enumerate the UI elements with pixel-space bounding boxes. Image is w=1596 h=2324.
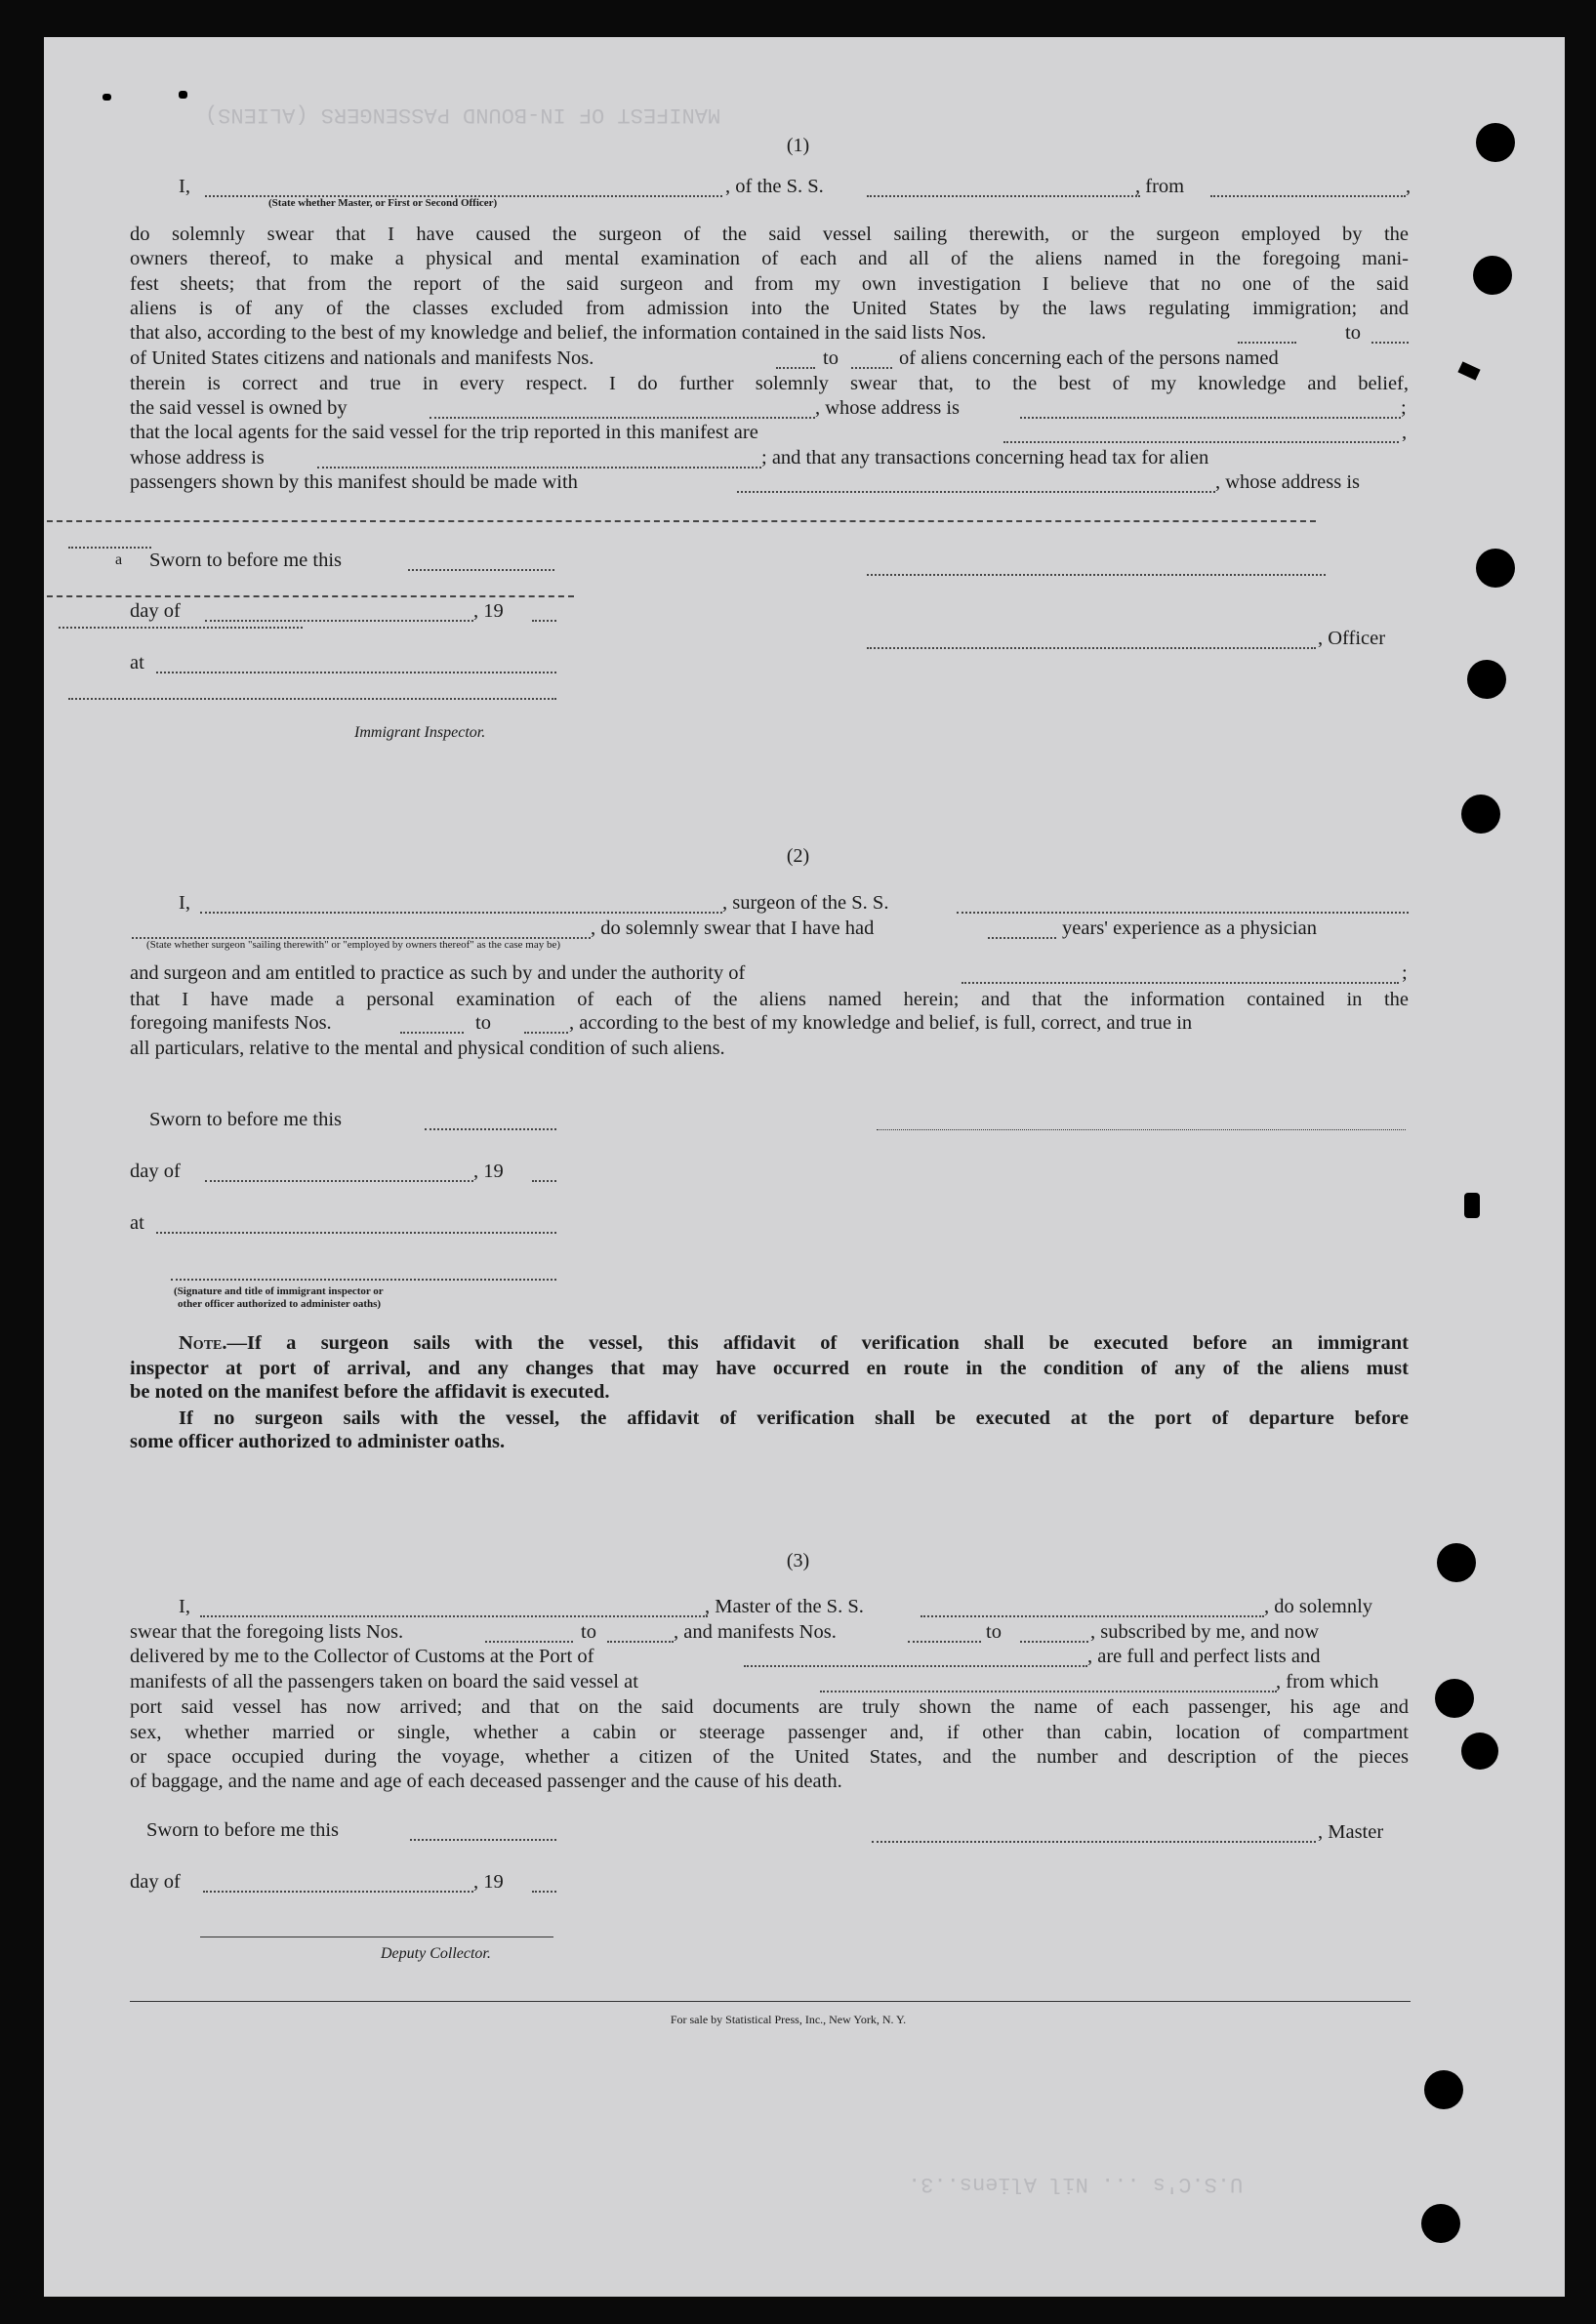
- s2-manifest-to-blank: [524, 1032, 568, 1034]
- s1-body-line: of United States citizens and nationals and manifests Nos.: [130, 347, 594, 369]
- s2-note-line: If no surgeon sails with the vessel, the affidavit of verification shall be executed at the port of departure before: [179, 1407, 1409, 1429]
- s1-owner-blank: [430, 417, 815, 419]
- s1-day-label: day of: [130, 600, 181, 622]
- s1-agents-blank: [1003, 441, 1399, 443]
- s2-body-line: and surgeon and am entitled to practice as such by and under the authority of: [130, 962, 746, 984]
- s1-inspector-blank: [68, 698, 556, 700]
- s1-ship-blank: [867, 195, 1140, 197]
- s3-body-line: of baggage, and the name and age of each deceased passenger and the cause of his death.: [130, 1771, 842, 1792]
- s1-officer-label: , Officer: [1318, 628, 1386, 649]
- s3-master-of-label: , Master of the S. S.: [705, 1596, 864, 1617]
- s3-sworn-blank: [410, 1839, 556, 1841]
- s3-port-blank: [744, 1665, 1087, 1667]
- s1-body-line: fest sheets; that from the report of the said surgeon and from my own investigation I believe that no one of the said: [130, 273, 1409, 295]
- s3-master-label: , Master: [1318, 1821, 1384, 1843]
- punch-hole: [1473, 256, 1512, 295]
- s2-note-line: inspector at port of arrival, and any changes that may have occurred en route in the condition of any of the aliens must: [130, 1358, 1409, 1379]
- punch-hole: [1424, 2070, 1463, 2109]
- s3-day-label: day of: [130, 1871, 181, 1893]
- s1-body-line: therein is correct and true in every respect. I do further solemnly swear that, to the best of my knowledge and belief,: [130, 373, 1409, 394]
- s3-ship-blank: [921, 1615, 1264, 1617]
- s1-body-line: passengers shown by this manifest should be made with: [130, 471, 578, 493]
- bleed-through-header: MANIFEST OF IN-BOUND PASSENGERS (ALIENS): [205, 102, 721, 127]
- s3-i-label: I,: [179, 1596, 190, 1617]
- s1-signature-blank: [867, 574, 1326, 576]
- s1-body-line: aliens is of any of the classes excluded from admission into the United States by the laws regulating immigration; and: [130, 298, 1409, 319]
- footer-rule: [130, 2001, 1411, 2002]
- s3-list-from-blank: [485, 1641, 573, 1643]
- s1-from-blank: [1210, 195, 1406, 197]
- s3-sworn-label: Sworn to before me this: [146, 1819, 339, 1841]
- s1-body-line: do solemnly swear that I have caused the surgeon of the said vessel sailing therewith, or the surgeon employed by the: [130, 224, 1409, 245]
- s3-master-blank: [200, 1615, 708, 1617]
- punch-hole: [1435, 1679, 1474, 1718]
- s1-divider: [47, 520, 1316, 522]
- ink-speck: [179, 91, 187, 99]
- s2-sworn-blank: [425, 1128, 556, 1130]
- s1-body-line: the said vessel is owned by: [130, 397, 348, 419]
- s2-day-label: day of: [130, 1161, 181, 1182]
- s2-body-line: foregoing manifests Nos.: [130, 1012, 332, 1034]
- s3-body-line: delivered by me to the Collector of Customs at the Port of: [130, 1646, 594, 1667]
- s3-deputy-label: Deputy Collector.: [381, 1945, 491, 1962]
- note-label: Note.: [179, 1332, 227, 1354]
- s3-body-line: sex, whether married or single, whether a cabin or steerage passenger and, if other than cabin, location of compartment: [130, 1722, 1409, 1743]
- s2-day-blank: [205, 1180, 473, 1182]
- s2-signature-title-blank: [171, 1279, 556, 1281]
- s2-signature-blank: [877, 1129, 1406, 1130]
- s2-years-blank: [988, 937, 1056, 939]
- section-1-number: (1): [786, 135, 810, 156]
- s1-at-label: at: [130, 652, 144, 673]
- s2-surgeon-blank: [200, 912, 722, 914]
- s2-sworn-label: Sworn to before me this: [149, 1109, 342, 1130]
- s2-body-line: that I have made a personal examination of each of the aliens named herein; and that the information contained in the: [130, 989, 1409, 1010]
- punch-hole: [1421, 2204, 1460, 2243]
- s2-i-label: I,: [179, 892, 190, 914]
- s2-body-line: all particulars, relative to the mental and physical condition of such aliens.: [130, 1038, 725, 1059]
- s2-note-line: Note.—If a surgeon sails with the vessel, this affidavit of verification shall be executed before an immigrant: [179, 1332, 1409, 1354]
- section-2-number: (2): [786, 845, 810, 867]
- s3-body-line: or space occupied during the voyage, whether a citizen of the United States, and the number and description of the pieces: [130, 1746, 1409, 1768]
- s1-manifest-from-blank: [776, 367, 815, 369]
- s1-officer-blank-2: [867, 647, 1316, 649]
- s1-sworn-blank: [408, 569, 554, 571]
- s2-status-hint: (State whether surgeon "sailing therewith" or "employed by owners thereof" as the case may be): [146, 939, 561, 951]
- s1-manifest-to-blank: [851, 367, 892, 369]
- s1-sworn-label: Sworn to before me this: [149, 550, 342, 571]
- s2-sig-hint: (Signature and title of immigrant inspector or: [174, 1285, 384, 1297]
- s1-list-to-blank: [1371, 342, 1409, 344]
- section-3-number: (3): [786, 1550, 810, 1571]
- s2-at-label: at: [130, 1212, 144, 1234]
- s1-owner-address-blank: [1020, 417, 1401, 419]
- s2-note-line: be noted on the manifest before the affidavit is executed.: [130, 1381, 610, 1403]
- punch-hole: [1461, 795, 1500, 834]
- s2-ship-blank: [957, 912, 1409, 914]
- s1-at-blank: [156, 672, 556, 673]
- s3-body-line: port said vessel has now arrived; and that on the said documents are truly shown the name of each passenger, his age and: [130, 1696, 1409, 1718]
- punch-hole: [1467, 660, 1506, 699]
- ink-speck: [102, 94, 111, 101]
- s3-master-signature-blank: [872, 1841, 1316, 1843]
- printer-footer: For sale by Statistical Press, Inc., New York, N. Y.: [670, 2013, 907, 2026]
- s3-embark-blank: [820, 1691, 1277, 1692]
- s1-agents-address-blank: [317, 467, 761, 469]
- s1-body-line: that the local agents for the said vessel for the trip reported in this manifest are: [130, 422, 758, 443]
- punch-hole: [1476, 549, 1515, 588]
- s3-body-line: swear that the foregoing lists Nos.: [130, 1621, 404, 1643]
- s1-day-blank: [205, 620, 473, 622]
- s1-inspector-label: Immigrant Inspector.: [354, 724, 486, 741]
- ink-speck: [1464, 1193, 1480, 1218]
- s2-at-blank: [156, 1232, 556, 1234]
- s2-surgeon-of-label: , surgeon of the S. S.: [722, 892, 889, 914]
- s1-body-line: that also, according to the best of my knowledge and belief, the information contained in the said lists Nos.: [130, 322, 987, 344]
- s1-i-label: I,: [179, 176, 190, 197]
- s1-list-from-blank: [1238, 342, 1296, 344]
- s2-authority-blank: [962, 982, 1399, 984]
- s3-day-blank: [203, 1891, 473, 1893]
- s1-from-label: , from: [1135, 176, 1185, 197]
- s1-body-line: whose address is: [130, 447, 265, 469]
- s1-of-ss-label: , of the S. S.: [725, 176, 824, 197]
- s1-headtax-blank: [737, 491, 1215, 493]
- s3-body-line: manifests of all the passengers taken on board the said vessel at: [130, 1671, 638, 1692]
- s2-note-line: some officer authorized to administer oaths.: [130, 1431, 506, 1452]
- s3-manifest-from-blank: [908, 1641, 981, 1643]
- bleed-through-footer: U.S.C's ... Nil Aliens..3.: [908, 2172, 1244, 2196]
- s3-list-to-blank: [607, 1641, 674, 1643]
- s2-manifest-from-blank: [400, 1032, 464, 1034]
- s1-officer-hint: (State whether Master, or First or Second Officer): [268, 197, 498, 209]
- s3-manifest-to-blank: [1020, 1641, 1088, 1643]
- s2-sig-hint: other officer authorized to administer oaths): [178, 1298, 382, 1310]
- s1-body-line: owners thereof, to make a physical and mental examination of each and all of the aliens named in the foregoing mani-: [130, 248, 1409, 269]
- punch-hole: [1461, 1733, 1498, 1770]
